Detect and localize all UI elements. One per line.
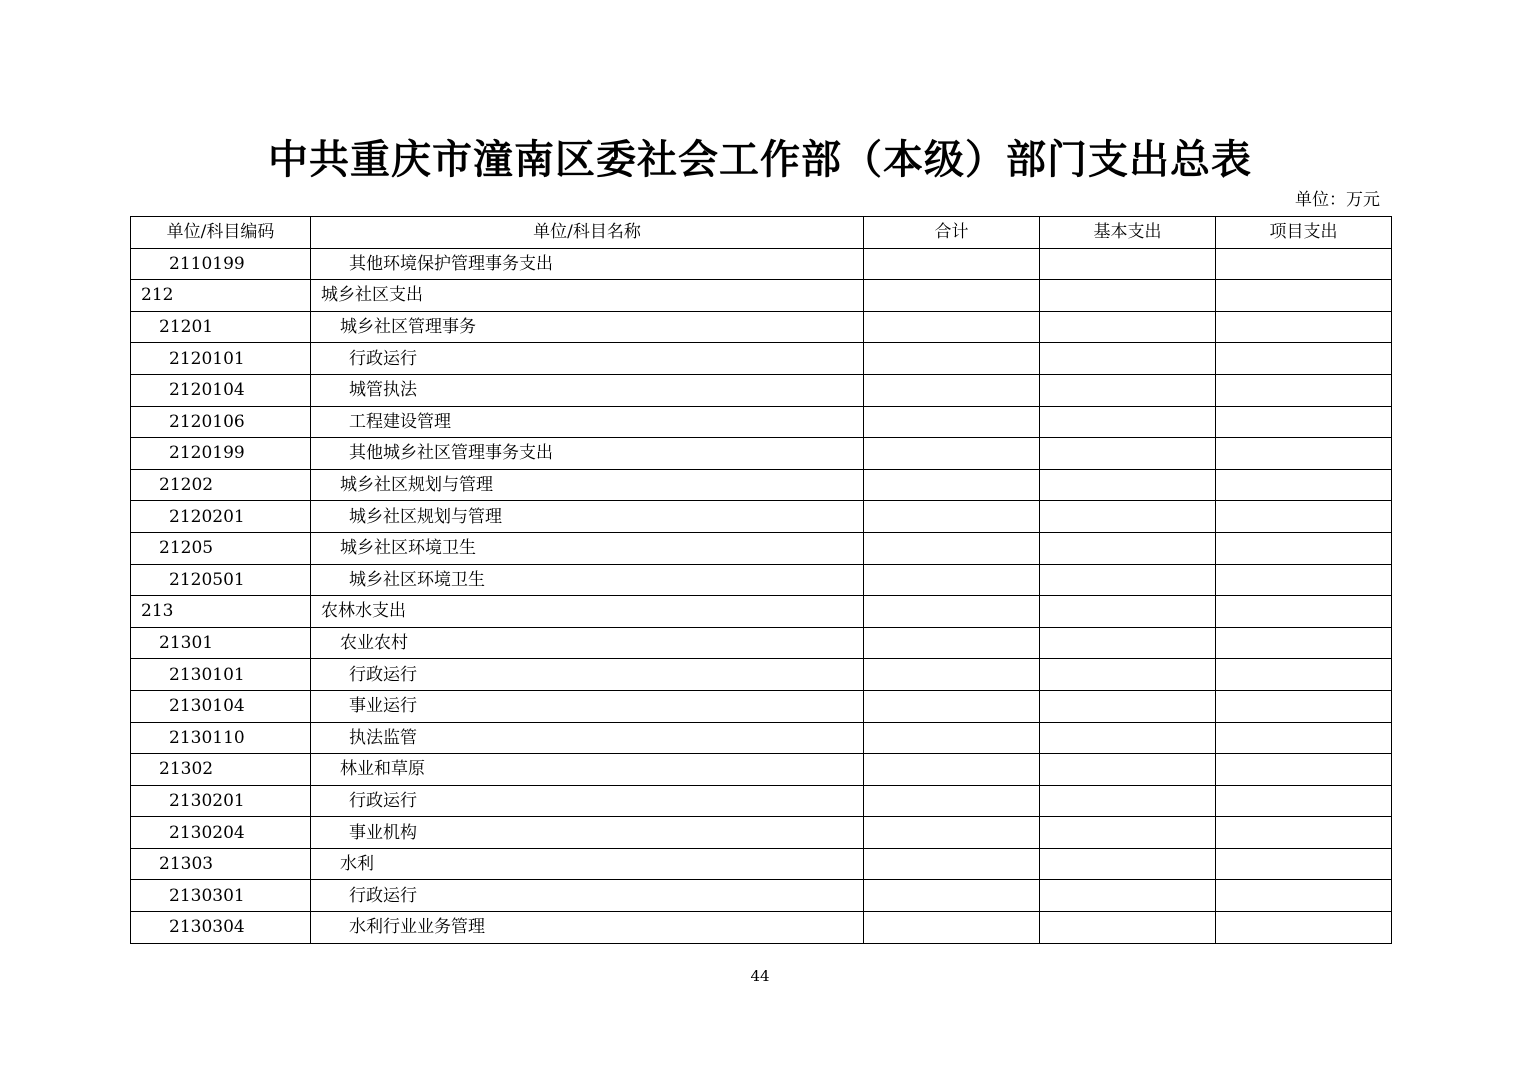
page-title: 中共重庆市潼南区委社会工作部（本级）部门支出总表 bbox=[268, 136, 1252, 183]
cell-total bbox=[864, 532, 1040, 564]
cell-basic bbox=[1040, 627, 1216, 659]
cell-name: 城管执法 bbox=[311, 374, 864, 406]
table-row bbox=[131, 690, 1392, 722]
cell-name: 行政运行 bbox=[311, 785, 864, 817]
table-row bbox=[131, 248, 1392, 280]
cell-name: 事业运行 bbox=[311, 690, 864, 722]
cell-name: 行政运行 bbox=[311, 659, 864, 691]
cell-name: 其他环境保护管理事务支出 bbox=[311, 248, 864, 280]
cell-code: 2120104 bbox=[131, 374, 311, 406]
cell-code: 21202 bbox=[131, 469, 311, 501]
cell-name: 农林水支出 bbox=[311, 596, 864, 628]
cell-name: 行政运行 bbox=[311, 343, 864, 375]
cell-total bbox=[864, 912, 1040, 944]
cell-total bbox=[864, 406, 1040, 438]
cell-total bbox=[864, 817, 1040, 849]
cell-basic bbox=[1040, 690, 1216, 722]
cell-basic bbox=[1040, 406, 1216, 438]
cell-code: 2130304 bbox=[131, 912, 311, 944]
cell-name: 行政运行 bbox=[311, 880, 864, 912]
cell-total bbox=[864, 627, 1040, 659]
cell-code: 2120199 bbox=[131, 438, 311, 470]
cell-total bbox=[864, 596, 1040, 628]
cell-project bbox=[1216, 564, 1392, 596]
table-row bbox=[131, 817, 1392, 849]
cell-project bbox=[1216, 438, 1392, 470]
header-basic: 基本支出 bbox=[1040, 217, 1216, 249]
table-row bbox=[131, 880, 1392, 912]
cell-name: 水利 bbox=[311, 848, 864, 880]
expenditure-table bbox=[130, 216, 1392, 944]
table-row bbox=[131, 596, 1392, 628]
cell-project bbox=[1216, 280, 1392, 312]
cell-project bbox=[1216, 690, 1392, 722]
cell-basic bbox=[1040, 248, 1216, 280]
cell-basic bbox=[1040, 817, 1216, 849]
cell-project bbox=[1216, 501, 1392, 533]
cell-basic bbox=[1040, 785, 1216, 817]
cell-name: 其他城乡社区管理事务支出 bbox=[311, 438, 864, 470]
table-row bbox=[131, 564, 1392, 596]
cell-project bbox=[1216, 880, 1392, 912]
table-row bbox=[131, 848, 1392, 880]
cell-total bbox=[864, 754, 1040, 786]
cell-code: 21201 bbox=[131, 311, 311, 343]
cell-code: 2120501 bbox=[131, 564, 311, 596]
cell-name: 城乡社区规划与管理 bbox=[311, 469, 864, 501]
header-project: 项目支出 bbox=[1216, 217, 1392, 249]
cell-basic bbox=[1040, 438, 1216, 470]
cell-project bbox=[1216, 754, 1392, 786]
cell-basic bbox=[1040, 343, 1216, 375]
cell-name: 城乡社区规划与管理 bbox=[311, 501, 864, 533]
table-row bbox=[131, 501, 1392, 533]
cell-basic bbox=[1040, 596, 1216, 628]
cell-basic bbox=[1040, 311, 1216, 343]
cell-project bbox=[1216, 596, 1392, 628]
cell-code: 213 bbox=[131, 596, 311, 628]
cell-name: 工程建设管理 bbox=[311, 406, 864, 438]
cell-total bbox=[864, 690, 1040, 722]
cell-basic bbox=[1040, 532, 1216, 564]
cell-project bbox=[1216, 532, 1392, 564]
cell-project bbox=[1216, 374, 1392, 406]
cell-basic bbox=[1040, 880, 1216, 912]
table-row bbox=[131, 469, 1392, 501]
table-row bbox=[131, 280, 1392, 312]
cell-total bbox=[864, 880, 1040, 912]
cell-code: 2130301 bbox=[131, 880, 311, 912]
cell-basic bbox=[1040, 280, 1216, 312]
cell-code: 21205 bbox=[131, 532, 311, 564]
cell-code: 212 bbox=[131, 280, 311, 312]
table-row bbox=[131, 785, 1392, 817]
header-code: 单位/科目编码 bbox=[131, 217, 311, 249]
table-body bbox=[131, 248, 1392, 943]
cell-name: 水利行业业务管理 bbox=[311, 912, 864, 944]
cell-code: 21302 bbox=[131, 754, 311, 786]
cell-project bbox=[1216, 627, 1392, 659]
cell-total bbox=[864, 311, 1040, 343]
cell-name: 城乡社区环境卫生 bbox=[311, 532, 864, 564]
cell-project bbox=[1216, 722, 1392, 754]
table-row bbox=[131, 374, 1392, 406]
page-number: 44 bbox=[750, 967, 770, 985]
cell-code: 2130201 bbox=[131, 785, 311, 817]
table-row bbox=[131, 659, 1392, 691]
cell-total bbox=[864, 785, 1040, 817]
cell-name: 城乡社区管理事务 bbox=[311, 311, 864, 343]
cell-total bbox=[864, 343, 1040, 375]
cell-total bbox=[864, 280, 1040, 312]
cell-project bbox=[1216, 659, 1392, 691]
table-row bbox=[131, 912, 1392, 944]
cell-name: 林业和草原 bbox=[311, 754, 864, 786]
cell-basic bbox=[1040, 374, 1216, 406]
cell-total bbox=[864, 848, 1040, 880]
cell-basic bbox=[1040, 754, 1216, 786]
cell-project bbox=[1216, 912, 1392, 944]
cell-project bbox=[1216, 343, 1392, 375]
cell-basic bbox=[1040, 469, 1216, 501]
cell-basic bbox=[1040, 912, 1216, 944]
cell-code: 2130110 bbox=[131, 722, 311, 754]
cell-total bbox=[864, 659, 1040, 691]
unit-label: 单位：万元 bbox=[1295, 190, 1380, 210]
cell-basic bbox=[1040, 722, 1216, 754]
table-row bbox=[131, 343, 1392, 375]
cell-basic bbox=[1040, 659, 1216, 691]
cell-code: 2110199 bbox=[131, 248, 311, 280]
cell-project bbox=[1216, 848, 1392, 880]
cell-project bbox=[1216, 248, 1392, 280]
cell-total bbox=[864, 469, 1040, 501]
cell-code: 2130204 bbox=[131, 817, 311, 849]
cell-name: 城乡社区支出 bbox=[311, 280, 864, 312]
cell-code: 21301 bbox=[131, 627, 311, 659]
table-row bbox=[131, 406, 1392, 438]
cell-name: 事业机构 bbox=[311, 817, 864, 849]
cell-basic bbox=[1040, 848, 1216, 880]
cell-name: 农业农村 bbox=[311, 627, 864, 659]
table-header-row bbox=[131, 217, 1392, 249]
cell-basic bbox=[1040, 564, 1216, 596]
cell-code: 2130104 bbox=[131, 690, 311, 722]
cell-total bbox=[864, 438, 1040, 470]
cell-name: 城乡社区环境卫生 bbox=[311, 564, 864, 596]
cell-code: 2120106 bbox=[131, 406, 311, 438]
cell-name: 执法监管 bbox=[311, 722, 864, 754]
cell-project bbox=[1216, 311, 1392, 343]
header-name: 单位/科目名称 bbox=[311, 217, 864, 249]
cell-code: 2120201 bbox=[131, 501, 311, 533]
header-total: 合计 bbox=[864, 217, 1040, 249]
cell-project bbox=[1216, 817, 1392, 849]
cell-total bbox=[864, 722, 1040, 754]
table-row bbox=[131, 532, 1392, 564]
cell-total bbox=[864, 564, 1040, 596]
table-row bbox=[131, 438, 1392, 470]
cell-total bbox=[864, 374, 1040, 406]
table-row bbox=[131, 754, 1392, 786]
table-row bbox=[131, 722, 1392, 754]
cell-project bbox=[1216, 785, 1392, 817]
cell-project bbox=[1216, 469, 1392, 501]
table-row bbox=[131, 627, 1392, 659]
table-row bbox=[131, 311, 1392, 343]
cell-code: 2130101 bbox=[131, 659, 311, 691]
cell-code: 21303 bbox=[131, 848, 311, 880]
cell-total bbox=[864, 248, 1040, 280]
cell-code: 2120101 bbox=[131, 343, 311, 375]
cell-project bbox=[1216, 406, 1392, 438]
cell-total bbox=[864, 501, 1040, 533]
cell-basic bbox=[1040, 501, 1216, 533]
